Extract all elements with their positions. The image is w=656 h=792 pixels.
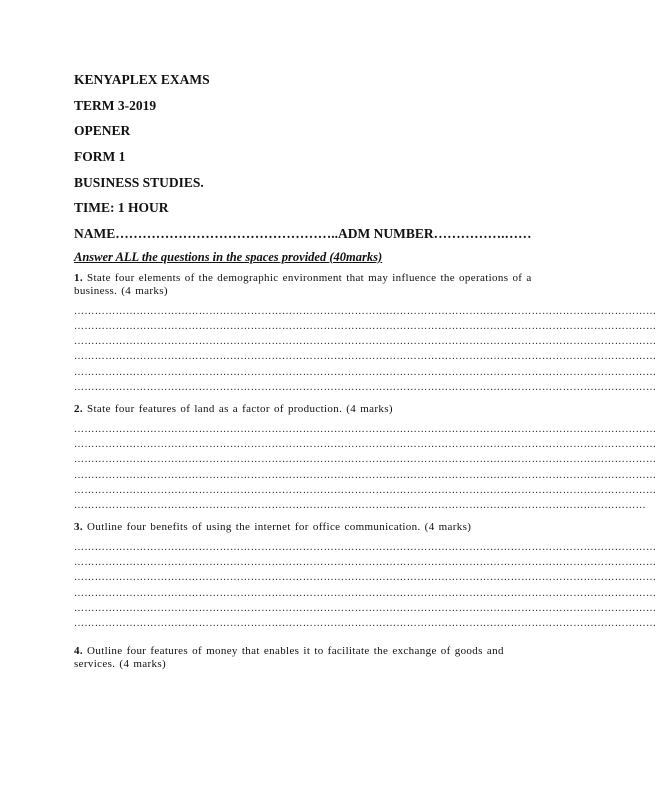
name-adm-line: NAME…………………………………………..ADM NUMBER…………….……: [74, 226, 532, 242]
question-number: 4.: [74, 645, 83, 658]
answer-space-2[interactable]: [74, 422, 656, 513]
answer-line: ……………………………………………………………………………………………………………………………………………………: [74, 587, 656, 599]
answer-space-3[interactable]: [74, 540, 656, 631]
answer-line: …………………………………………………………………………………………………………………………………………………: [74, 499, 646, 511]
answer-line: ……………………………………………………………………………………………………………………………………………………: [74, 469, 656, 481]
question-4: [74, 645, 532, 671]
question-text: Outline four benefits of using the internet for office communication. (4 marks): [82, 521, 472, 534]
exam-body-heading: KENYAPLEX EXAMS: [74, 72, 210, 87]
spacer: [74, 395, 532, 403]
answer-line: ……………………………………………………………………………………………………………………………………………………: [74, 423, 656, 435]
answer-line: ……………………………………………………………………………………………………………………………………………………: [74, 618, 656, 629]
question-1: [74, 272, 532, 298]
question-2: [74, 403, 532, 416]
instructions: Answer ALL the questions in the spaces provided (40marks): [74, 249, 383, 264]
question-number: 1.: [74, 271, 83, 284]
answer-line: ……………………………………………………………………………………………………………………………………………………: [74, 454, 656, 466]
answer-line: ……………………………………………………………………………………………………………………………………………………: [74, 484, 656, 496]
answer-line: ……………………………………………………………………………………………………………………………………………………: [74, 572, 656, 584]
answer-line: ……………………………………………………………………………………………………………………………………………………: [74, 439, 656, 451]
question-number: 2.: [74, 402, 83, 415]
term-heading: TERM 3-2019: [74, 97, 157, 113]
form-heading: FORM 1: [74, 149, 126, 165]
question-text: State four elements of the demographic environment that may influence the operations of a business. (4 marks): [74, 271, 532, 297]
answer-line: ……………………………………………………………………………………………………………………………………………………: [74, 381, 656, 393]
spacer: [74, 513, 532, 521]
question-3: [74, 521, 532, 534]
answer-line: ……………………………………………………………………………………………………………………………………………………: [74, 542, 656, 554]
answer-line: ……………………………………………………………………………………………………………………………………………………: [74, 366, 656, 378]
exam-page: [74, 71, 656, 671]
answer-space-1[interactable]: [74, 304, 656, 395]
answer-line: ……………………………………………………………………………………………………………………………………………………: [74, 557, 656, 569]
question-text: Outline four features of money that enables it to facilitate the exchange of goods and services. (4 marks): [74, 645, 504, 671]
answer-line: ……………………………………………………………………………………………………………………………………………………: [74, 305, 656, 317]
answer-line: ……………………………………………………………………………………………………………………………………………………: [74, 321, 656, 332]
spacer: [74, 631, 532, 645]
answer-line: ……………………………………………………………………………………………………………………………………………………: [74, 336, 656, 348]
answer-line: ……………………………………………………………………………………………………………………………………………………: [74, 602, 656, 614]
exam-type-heading: OPENER: [74, 123, 131, 139]
subject-heading: BUSINESS STUDIES.: [74, 174, 204, 190]
question-number: 3.: [74, 521, 83, 534]
answer-line: ……………………………………………………………………………………………………………………………………………………: [74, 351, 656, 363]
question-text: State four features of land as a factor of production. (4 marks): [82, 402, 393, 415]
time-heading: TIME: 1 HOUR: [74, 200, 169, 216]
